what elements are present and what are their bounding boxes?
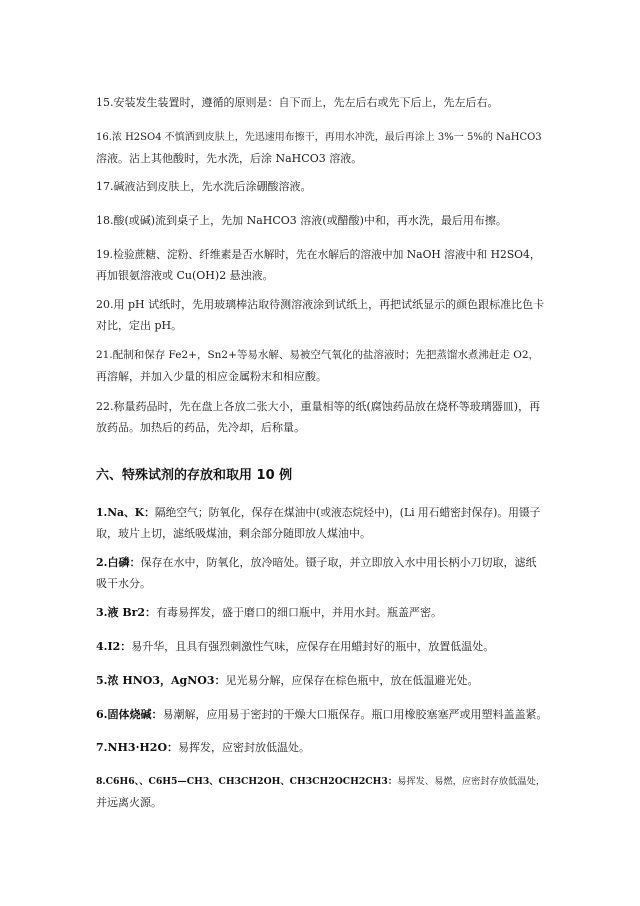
item-21 — [96, 345, 548, 387]
item-20 — [96, 294, 548, 336]
item-line: 18.酸(或碱)流到桌子上，先加 NaHCO3 溶液(或醋酸)中和，再水洗，最后用布擦。 — [96, 214, 507, 227]
reagent-5 — [96, 670, 548, 691]
reagent-4 — [96, 636, 548, 657]
reagent-text: 有毒易挥发，盛于磨口的细口瓶中，并用水封。瓶盖严密。 — [156, 606, 443, 619]
item-line — [96, 502, 548, 523]
item-line: 吸干水分。 — [96, 577, 151, 590]
item-line — [96, 552, 548, 573]
reagent-text: 见光易分解，应保存在棕色瓶中，放在低温避光处。 — [225, 674, 479, 687]
reagent-6 — [96, 704, 548, 725]
reagent-lead: 8.C6H6、、C6H5—CH3、CH3CH2OH、CH3CH2OCH2CH3： — [96, 776, 398, 787]
reagent-7 — [96, 737, 548, 758]
item-17 — [96, 176, 548, 197]
item-line: 20.用 pH 试纸时，先用玻璃棒沾取待测溶液涂到试纸上，再把试纸显示的颜色跟标准比色卡 — [96, 298, 545, 311]
reagent-lead: 6.固体烧碱： — [96, 708, 163, 721]
item-line: 取，玻片上切，滤纸吸煤油，剩余部分随即放人煤油中。 — [96, 527, 371, 540]
item-line: 对比，定出 pH。 — [96, 319, 183, 332]
section-title: 六、特殊试剂的存放和取用 10 例 — [96, 468, 293, 483]
reagent-lead: 5.浓 HNO3，AgNO3： — [96, 674, 226, 687]
item-19 — [96, 244, 548, 286]
item-line: 并远离火源。 — [96, 796, 162, 809]
reagent-text: 易升华，且具有强烈刺激性气味，应保存在用蜡封好的瓶中，放置低温处。 — [131, 640, 495, 653]
reagent-text: 易挥发、易燃，应密封存放低温处， — [397, 776, 546, 787]
item-line: 15.安装发生装置时，遵循的原则是：自下而上，先左后右或先下后上，先左后右。 — [96, 96, 499, 109]
reagent-8 — [96, 771, 548, 813]
item-15 — [96, 92, 548, 113]
reagent-lead: 2.白磷： — [96, 556, 141, 569]
reagent-text: 易潮解，应用易于密封的干燥大口瓶保存。瓶口用橡胶塞塞严或用塑料盖盖紧。 — [162, 708, 548, 721]
item-line: 19.检验蔗糖、淀粉、纤维素是否水解时，先在水解后的溶液中加 NaOH 溶液中和 H2SO4， — [96, 248, 541, 261]
item-line: 溶液。沾上其他酸时，先水洗，后涂 NaHCO3 溶液。 — [96, 152, 363, 165]
reagent-lead: 7.NH3·H2O： — [96, 741, 179, 754]
item-22 — [96, 396, 548, 438]
item-18 — [96, 210, 548, 231]
reagent-lead: 4.I2： — [96, 640, 132, 653]
item-line — [96, 636, 548, 657]
item-16 — [96, 127, 548, 169]
item-line: 再溶解，并加入少量的相应金属粉末和相应酸。 — [96, 370, 327, 383]
reagent-lead: 1.Na、K： — [96, 506, 155, 519]
item-line: 16.浓 H2SO4 不慎洒到皮肤上，先迅速用布擦干，再用水冲洗，最后再涂上 3%一 5%的 NaHCO3 — [96, 132, 542, 143]
item-line — [96, 771, 548, 792]
reagent-2 — [96, 552, 548, 594]
reagent-text: 隔绝空气；防氧化，保存在煤油中(或液态烷烃中)，(Li 用石蜡密封保存)。用镊子 — [154, 506, 541, 519]
item-line — [96, 602, 548, 623]
reagent-lead: 3.液 Br2： — [96, 606, 157, 619]
reagent-3 — [96, 602, 548, 623]
reagent-text: 易挥发，应密封放低温处。 — [178, 741, 311, 754]
item-line: 22.称量药品时，先在盘上各放二张大小，重量相等的纸(腐蚀药品放在烧杯等玻璃器皿)，再 — [96, 400, 541, 413]
item-line — [96, 670, 548, 691]
reagent-1 — [96, 502, 548, 544]
item-line: 放药品。加热后的药品，先冷却，后称量。 — [96, 421, 305, 434]
item-line — [96, 704, 548, 725]
item-line: 再加银氨溶液或 Cu(OH)2 悬浊液。 — [96, 269, 274, 282]
reagent-text: 保存在水中，防氧化，放冷暗处。镊子取，并立即放入水中用长柄小刀切取，滤纸 — [140, 556, 537, 569]
item-line: 17.碱液沾到皮肤上，先水洗后涂硼酸溶液。 — [96, 180, 312, 193]
item-line — [96, 737, 548, 758]
item-line: 21.配制和保存 Fe2+，Sn2+等易水解、易被空气氧化的盐溶液时；先把蒸馏水煮沸赶走 O2， — [96, 349, 539, 361]
